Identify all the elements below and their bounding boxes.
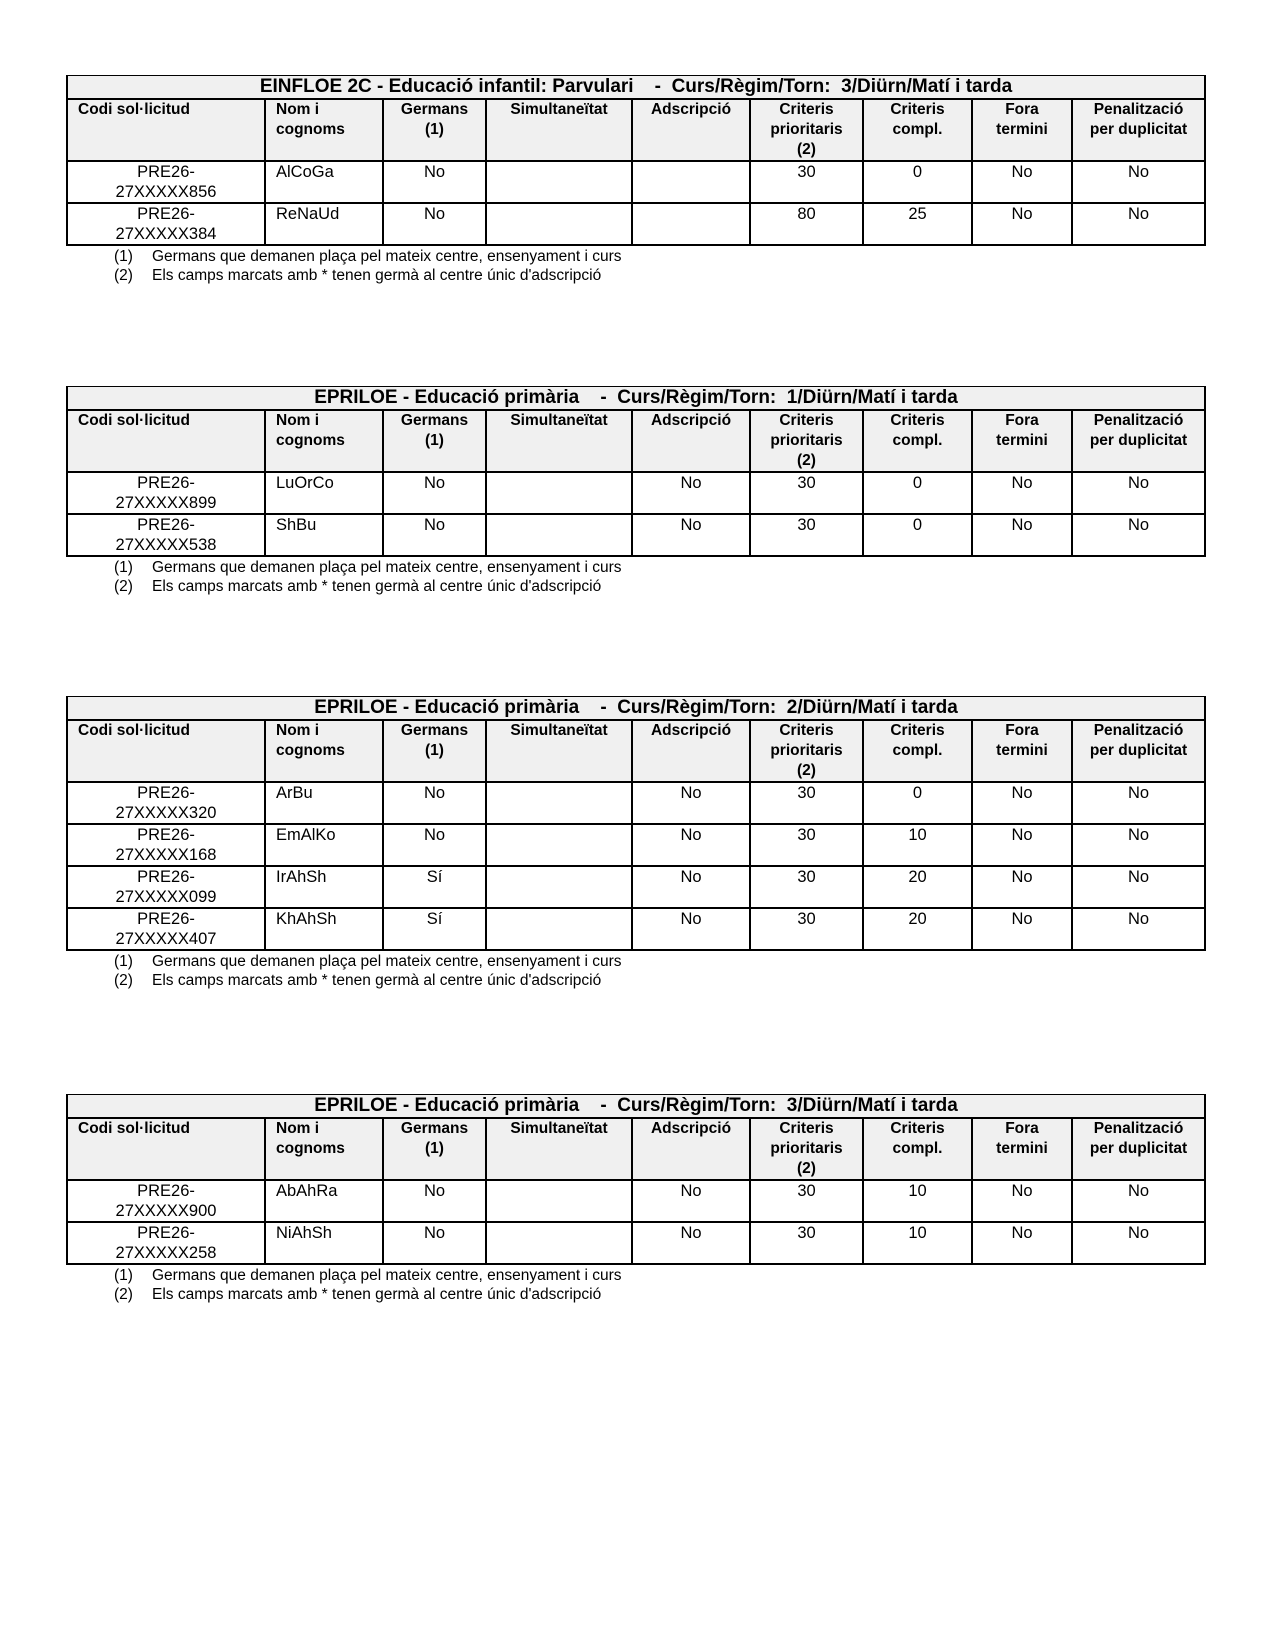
column-header (750, 410, 863, 472)
table-cell (486, 161, 632, 203)
table-cell: 0 (863, 472, 972, 514)
table-cell: No (972, 782, 1072, 824)
application-code: PRE26- 27XXXXX168 (67, 824, 265, 866)
footnote-text: Els camps marcats amb * tenen germà al centre únic d'adscripció (152, 1286, 602, 1303)
column-header-line: (2) (797, 1160, 816, 1177)
table-cell: No (1072, 782, 1205, 824)
column-header-line: Nom i (276, 1120, 320, 1137)
table-cell: 30 (750, 824, 863, 866)
admission-section (66, 75, 1204, 285)
column-header (383, 1118, 486, 1180)
table-cell: 25 (863, 203, 972, 245)
column-header (863, 1118, 972, 1180)
table-cell: 10 (863, 1180, 972, 1222)
table-row (67, 782, 1205, 824)
table-cell: 30 (750, 1222, 863, 1264)
application-code: PRE26- 27XXXXX384 (67, 203, 265, 245)
table-cell: No (972, 908, 1072, 950)
column-header (67, 410, 265, 472)
column-header (265, 99, 383, 161)
column-header-line: Criteris (779, 412, 834, 429)
footnote (114, 952, 1204, 971)
table-cell (486, 1222, 632, 1264)
column-header-line: Criteris (779, 722, 834, 739)
column-header-line: Fora (1005, 101, 1039, 118)
column-header (863, 720, 972, 782)
table-cell (486, 203, 632, 245)
table-cell: No (632, 1180, 750, 1222)
table-cell: No (383, 203, 486, 245)
column-header (1072, 410, 1205, 472)
column-header-line: (2) (797, 762, 816, 779)
table-cell: 10 (863, 1222, 972, 1264)
footnote-number: (1) (114, 248, 133, 265)
table-cell: No (632, 782, 750, 824)
column-header-line: Adscripció (650, 722, 732, 739)
table-cell: No (383, 1222, 486, 1264)
application-code: PRE26- 27XXXXX856 (67, 161, 265, 203)
column-header-line: Criteris (890, 1120, 945, 1137)
section-title: EINFLOE 2C - Educació infantil: Parvulari - Curs/Règim/Torn: 3/Diürn/Matí i tarda (67, 76, 1205, 100)
table-row (67, 472, 1205, 514)
footnote (114, 1266, 1204, 1285)
admission-section (66, 386, 1204, 596)
table-cell: 30 (750, 782, 863, 824)
column-header-line: cognoms (276, 432, 345, 449)
column-header (265, 720, 383, 782)
column-header (632, 410, 750, 472)
table-cell: ShBu (265, 514, 383, 556)
table-cell: No (1072, 161, 1205, 203)
footnote-number: (1) (114, 953, 133, 970)
column-header (972, 410, 1072, 472)
column-header (750, 99, 863, 161)
table-cell: No (1072, 824, 1205, 866)
column-header-line: Penalització (1093, 722, 1184, 739)
column-header (972, 99, 1072, 161)
table-cell: 30 (750, 908, 863, 950)
column-header-line: Fora (1005, 722, 1039, 739)
column-header-line: Codi sol·licitud (78, 101, 190, 118)
column-header-line: Germans (400, 722, 469, 739)
admission-table (66, 75, 1206, 246)
section-title: EPRILOE - Educació primària - Curs/Règim/Torn: 3/Diürn/Matí i tarda (67, 1095, 1205, 1119)
footnote-number: (1) (114, 559, 133, 576)
table-cell: 30 (750, 472, 863, 514)
table-row (67, 824, 1205, 866)
table-cell: No (632, 824, 750, 866)
column-header-line: cognoms (276, 121, 345, 138)
column-header-line: compl. (892, 121, 943, 138)
column-header (67, 1118, 265, 1180)
column-header (265, 410, 383, 472)
table-cell: No (972, 472, 1072, 514)
table-row (67, 203, 1205, 245)
column-header (67, 99, 265, 161)
column-header-line: cognoms (276, 1140, 345, 1157)
table-cell: NiAhSh (265, 1222, 383, 1264)
column-header-line: Germans (400, 101, 469, 118)
column-header-line: compl. (892, 432, 943, 449)
column-header (383, 720, 486, 782)
column-header-line: Penalització (1093, 412, 1184, 429)
footnote-text: Els camps marcats amb * tenen germà al centre únic d'adscripció (152, 972, 602, 989)
table-cell: 20 (863, 866, 972, 908)
column-header-line: per duplicitat (1089, 1140, 1188, 1157)
column-header (265, 1118, 383, 1180)
column-header-line: Simultaneïtat (510, 722, 608, 739)
column-header-line: Penalització (1093, 101, 1184, 118)
footnote-text: Els camps marcats amb * tenen germà al centre únic d'adscripció (152, 267, 602, 284)
column-header-line: Adscripció (650, 101, 732, 118)
footnote (114, 971, 1204, 990)
column-header (632, 99, 750, 161)
column-header-line: cognoms (276, 742, 345, 759)
table-cell: 0 (863, 782, 972, 824)
column-header-line: Germans (400, 412, 469, 429)
column-header (1072, 720, 1205, 782)
table-cell: No (972, 824, 1072, 866)
column-header-line: per duplicitat (1089, 121, 1188, 138)
table-cell: No (632, 514, 750, 556)
table-cell (632, 203, 750, 245)
column-header-line: compl. (892, 742, 943, 759)
column-header-line: Codi sol·licitud (78, 412, 190, 429)
table-cell: No (972, 1180, 1072, 1222)
table-cell: 30 (750, 866, 863, 908)
table-cell: No (383, 1180, 486, 1222)
table-cell: No (1072, 908, 1205, 950)
table-cell: 30 (750, 514, 863, 556)
application-code: PRE26- 27XXXXX899 (67, 472, 265, 514)
column-header (486, 410, 632, 472)
column-header-line: per duplicitat (1089, 742, 1188, 759)
table-cell: 30 (750, 1180, 863, 1222)
column-header-line: Simultaneïtat (510, 412, 608, 429)
column-header-line: termini (996, 742, 1048, 759)
column-header-line: Nom i (276, 101, 320, 118)
column-header-line: (1) (425, 1140, 444, 1157)
table-cell: AbAhRa (265, 1180, 383, 1222)
column-header (632, 720, 750, 782)
table-cell: No (1072, 203, 1205, 245)
column-header-line: (1) (425, 432, 444, 449)
table-cell: No (632, 1222, 750, 1264)
column-header-line: Criteris (890, 101, 945, 118)
table-cell: No (972, 161, 1072, 203)
application-code: PRE26- 27XXXXX900 (67, 1180, 265, 1222)
table-cell: No (632, 908, 750, 950)
column-header (1072, 99, 1205, 161)
table-row (67, 866, 1205, 908)
footnote-text: Germans que demanen plaça pel mateix centre, ensenyament i curs (152, 1267, 622, 1284)
column-header-line: termini (996, 1140, 1048, 1157)
column-header-line: Penalització (1093, 1120, 1184, 1137)
column-header-line: (2) (797, 141, 816, 158)
column-header-line: prioritaris (770, 1140, 843, 1157)
application-code: PRE26- 27XXXXX538 (67, 514, 265, 556)
column-header-line: Adscripció (650, 1120, 732, 1137)
column-header-line: Criteris (779, 1120, 834, 1137)
footnote-number: (2) (114, 578, 133, 595)
table-cell: 30 (750, 161, 863, 203)
table-cell: No (1072, 866, 1205, 908)
footnotes (66, 558, 1204, 596)
table-cell: 10 (863, 824, 972, 866)
column-header (486, 99, 632, 161)
column-header-line: termini (996, 432, 1048, 449)
column-header-line: Fora (1005, 1120, 1039, 1137)
admission-section (66, 696, 1204, 990)
column-header-line: Codi sol·licitud (78, 722, 190, 739)
footnotes (66, 952, 1204, 990)
footnotes (66, 1266, 1204, 1304)
column-header (632, 1118, 750, 1180)
admission-table (66, 1094, 1206, 1265)
table-cell: 0 (863, 161, 972, 203)
table-cell (486, 866, 632, 908)
column-header-line: prioritaris (770, 121, 843, 138)
column-header (1072, 1118, 1205, 1180)
column-header-line: Nom i (276, 412, 320, 429)
column-header-line: prioritaris (770, 742, 843, 759)
admission-table (66, 696, 1206, 951)
table-cell: EmAlKo (265, 824, 383, 866)
column-header (383, 410, 486, 472)
table-cell: 0 (863, 514, 972, 556)
column-header-line: Simultaneïtat (510, 1120, 608, 1137)
column-header-line: (2) (797, 452, 816, 469)
column-header (972, 720, 1072, 782)
table-cell: No (1072, 472, 1205, 514)
table-cell: No (383, 472, 486, 514)
table-cell: IrAhSh (265, 866, 383, 908)
table-cell (486, 1180, 632, 1222)
footnote-number: (2) (114, 1286, 133, 1303)
column-header-line: Adscripció (650, 412, 732, 429)
column-header-line: Criteris (890, 412, 945, 429)
column-header-line: Nom i (276, 722, 320, 739)
application-code: PRE26- 27XXXXX258 (67, 1222, 265, 1264)
column-header-line: per duplicitat (1089, 432, 1188, 449)
footnote (114, 247, 1204, 266)
table-cell (486, 908, 632, 950)
table-cell: Sí (383, 866, 486, 908)
column-header-line: Criteris (779, 101, 834, 118)
table-cell: KhAhSh (265, 908, 383, 950)
column-header-line: Codi sol·licitud (78, 1120, 190, 1137)
table-cell: No (1072, 514, 1205, 556)
column-header (383, 99, 486, 161)
footnote (114, 1285, 1204, 1304)
table-cell (486, 824, 632, 866)
footnote-text: Germans que demanen plaça pel mateix centre, ensenyament i curs (152, 248, 622, 265)
admission-section (66, 1094, 1204, 1304)
table-cell: No (383, 161, 486, 203)
table-cell: ReNaUd (265, 203, 383, 245)
application-code: PRE26- 27XXXXX320 (67, 782, 265, 824)
table-row (67, 1222, 1205, 1264)
table-row (67, 514, 1205, 556)
table-row (67, 161, 1205, 203)
table-cell: LuOrCo (265, 472, 383, 514)
table-cell (486, 514, 632, 556)
table-cell (632, 161, 750, 203)
column-header (486, 720, 632, 782)
column-header-line: Simultaneïtat (510, 101, 608, 118)
column-header-line: Fora (1005, 412, 1039, 429)
table-cell: No (632, 472, 750, 514)
column-header-line: compl. (892, 1140, 943, 1157)
column-header-line: Germans (400, 1120, 469, 1137)
column-header-line: (1) (425, 742, 444, 759)
footnote (114, 577, 1204, 596)
footnote-text: Germans que demanen plaça pel mateix centre, ensenyament i curs (152, 953, 622, 970)
column-header (750, 720, 863, 782)
footnote-number: (2) (114, 972, 133, 989)
table-cell: No (1072, 1180, 1205, 1222)
table-cell: 20 (863, 908, 972, 950)
footnote (114, 266, 1204, 285)
application-code: PRE26- 27XXXXX407 (67, 908, 265, 950)
admission-table (66, 386, 1206, 557)
table-cell: No (972, 1222, 1072, 1264)
column-header-line: Criteris (890, 722, 945, 739)
table-cell: No (972, 866, 1072, 908)
section-title: EPRILOE - Educació primària - Curs/Règim/Torn: 1/Diürn/Matí i tarda (67, 387, 1205, 411)
column-header-line: (1) (425, 121, 444, 138)
column-header (863, 410, 972, 472)
footnote-number: (1) (114, 1267, 133, 1284)
footnote-text: Germans que demanen plaça pel mateix centre, ensenyament i curs (152, 559, 622, 576)
table-cell: No (972, 514, 1072, 556)
table-cell: No (632, 866, 750, 908)
table-cell (486, 472, 632, 514)
table-cell: 80 (750, 203, 863, 245)
table-row (67, 1180, 1205, 1222)
table-row (67, 908, 1205, 950)
table-cell: No (383, 782, 486, 824)
table-cell: Sí (383, 908, 486, 950)
column-header (972, 1118, 1072, 1180)
table-cell (486, 782, 632, 824)
table-cell: No (1072, 1222, 1205, 1264)
table-cell: No (383, 514, 486, 556)
column-header-line: prioritaris (770, 432, 843, 449)
footnote-number: (2) (114, 267, 133, 284)
section-title: EPRILOE - Educació primària - Curs/Règim/Torn: 2/Diürn/Matí i tarda (67, 697, 1205, 721)
table-cell: No (383, 824, 486, 866)
column-header (486, 1118, 632, 1180)
table-cell: No (972, 203, 1072, 245)
table-cell: AlCoGa (265, 161, 383, 203)
column-header (863, 99, 972, 161)
column-header (750, 1118, 863, 1180)
footnote (114, 558, 1204, 577)
table-cell: ArBu (265, 782, 383, 824)
application-code: PRE26- 27XXXXX099 (67, 866, 265, 908)
column-header (67, 720, 265, 782)
footnote-text: Els camps marcats amb * tenen germà al centre únic d'adscripció (152, 578, 602, 595)
footnotes (66, 247, 1204, 285)
column-header-line: termini (996, 121, 1048, 138)
